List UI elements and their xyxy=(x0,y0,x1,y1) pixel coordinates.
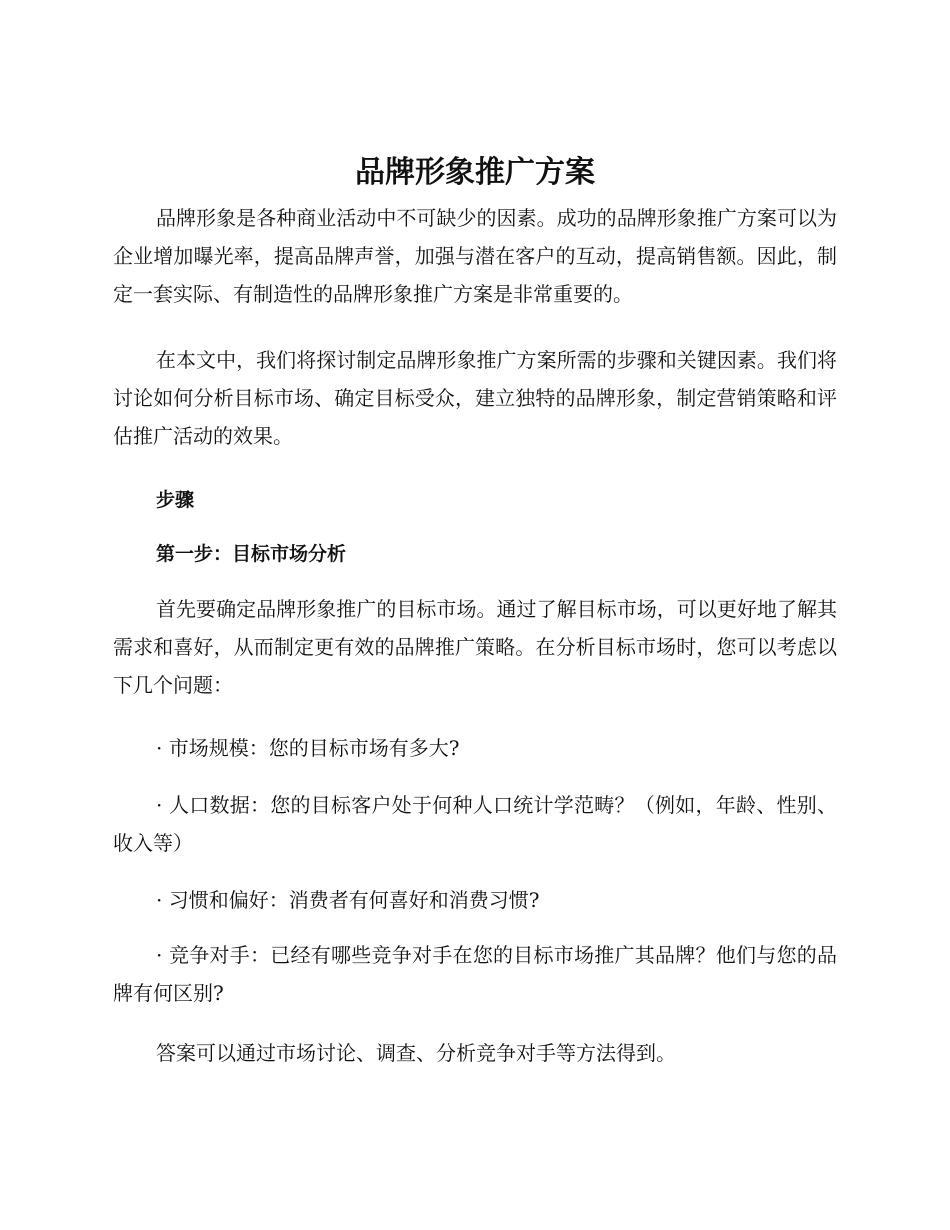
bullet-item-competitors: · 竞争对手：已经有哪些竞争对手在您的目标市场推广其品牌？他们与您的品牌有何区别? xyxy=(113,943,837,1005)
intro-paragraph-2: 在本文中，我们将探讨制定品牌形象推广方案所需的步骤和关键因素。我们将讨论如何分析目标市场、确定目标受众，建立独特的品牌形象，制定营销策略和评估推广活动的效果。 xyxy=(113,348,837,448)
document-title: 品牌形象推广方案 xyxy=(355,155,595,190)
bullet-item-habits: · 习惯和偏好：消费者有何喜好和消费习惯? xyxy=(156,888,540,912)
step-1-paragraph: 首先要确定品牌形象推广的目标市场。通过了解目标市场，可以更好地了解其需求和喜好，从而制定更有效的品牌推广策略。在分析目标市场时，您可以考虑以下几个问题： xyxy=(113,597,837,697)
closing-paragraph: 答案可以通过市场讨论、调查、分析竞争对手等方法得到。 xyxy=(156,1041,676,1065)
bullet-item-demographics: · 人口数据：您的目标客户处于何种人口统计学范畴？（例如，年龄、性别、收入等） xyxy=(113,793,837,855)
section-heading-steps: 步骤 xyxy=(156,489,195,511)
step-1-heading: 第一步：目标市场分析 xyxy=(156,543,347,565)
intro-paragraph-1: 品牌形象是各种商业活动中不可缺少的因素。成功的品牌形象推广方案可以为企业增加曝光率，提高品牌声誉，加强与潜在客户的互动，提高销售额。因此，制定一套实际、有制造性的品牌形象推广方案是非常重要的。 xyxy=(113,206,837,306)
bullet-item-market-size: · 市场规模：您的目标市场有多大? xyxy=(156,736,460,760)
